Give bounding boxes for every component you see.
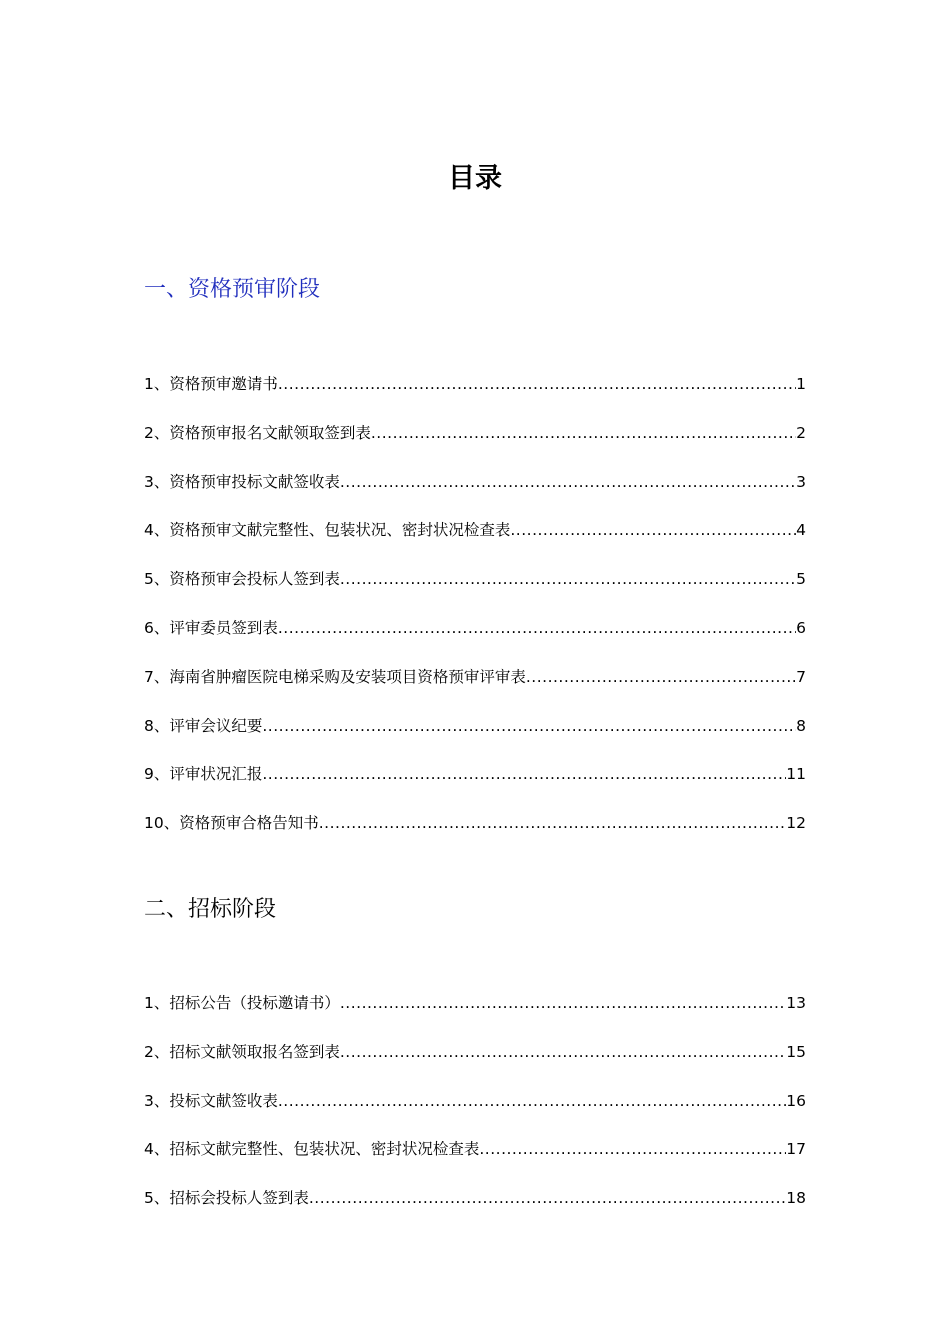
- section-heading-prequalification: 一、资格预审阶段: [144, 277, 321, 302]
- toc-entry-label: 1、资格预审邀请书: [144, 375, 278, 393]
- toc-entry[interactable]: [144, 763, 806, 812]
- toc-entry[interactable]: [144, 519, 806, 568]
- toc-page-number: 17: [786, 1140, 806, 1159]
- toc-entry-label: 4、资格预审文献完整性、包装状况、密封状况检查表: [144, 521, 511, 540]
- toc-page-number: 12: [786, 814, 806, 833]
- toc-page-number: 8: [796, 716, 806, 735]
- toc-entry[interactable]: [144, 812, 806, 861]
- toc-entry[interactable]: [144, 568, 806, 617]
- toc-page-number: 11: [786, 765, 806, 784]
- toc-entry[interactable]: [144, 471, 806, 520]
- toc-entry[interactable]: [144, 1090, 806, 1139]
- toc-leader-dots: [262, 763, 786, 785]
- toc-leader-dots: [262, 715, 796, 737]
- toc-list-tendering: [144, 992, 806, 1236]
- toc-leader-dots: [278, 373, 796, 395]
- toc-page-number: 6: [796, 618, 806, 637]
- toc-leader-dots: [319, 812, 787, 834]
- toc-entry[interactable]: [144, 715, 806, 764]
- toc-leader-dots: [371, 422, 796, 444]
- toc-page-number: 2: [796, 423, 806, 442]
- toc-entry[interactable]: [144, 422, 806, 471]
- toc-entry-label: 10、资格预审合格告知书: [144, 814, 319, 833]
- toc-entry[interactable]: [144, 373, 806, 422]
- toc-entry-label: 3、投标文献签收表: [144, 1091, 278, 1110]
- toc-leader-dots: [278, 1090, 786, 1112]
- toc-leader-dots: [340, 568, 796, 590]
- toc-entry[interactable]: [144, 1187, 806, 1236]
- toc-entry-label: 5、资格预审会投标人签到表: [144, 570, 340, 589]
- section-heading-tendering: 二、招标阶段: [144, 897, 277, 922]
- toc-leader-dots: [340, 471, 796, 493]
- toc-entry-label: 3、资格预审投标文献签收表: [144, 472, 340, 491]
- toc-entry-label: 7、海南省肿瘤医院电梯采购及安装项目资格预审评审表: [144, 667, 526, 686]
- toc-leader-dots: [479, 1138, 786, 1160]
- toc-entry[interactable]: [144, 992, 806, 1041]
- toc-list-prequalification: [144, 373, 806, 861]
- toc-entry-label: 6、评审委员签到表: [144, 618, 278, 637]
- toc-entry[interactable]: [144, 666, 806, 715]
- toc-leader-dots: [526, 666, 796, 688]
- toc-page-number: 16: [786, 1091, 806, 1110]
- toc-entry-label: 9、评审状况汇报: [144, 765, 263, 784]
- toc-page-number: 7: [796, 667, 806, 686]
- toc-entry[interactable]: [144, 617, 806, 666]
- toc-entry-label: 4、招标文献完整性、包装状况、密封状况检查表: [144, 1140, 480, 1159]
- toc-page-number: 18: [786, 1189, 806, 1208]
- toc-entry-label: 5、招标会投标人签到表: [144, 1189, 309, 1208]
- toc-entry-label: 2、招标文献领取报名签到表: [144, 1042, 340, 1061]
- toc-page-number: 1: [796, 375, 806, 393]
- toc-entry[interactable]: [144, 1041, 806, 1090]
- toc-entry-label: 8、评审会议纪要: [144, 716, 263, 735]
- toc-leader-dots: [309, 1187, 786, 1209]
- toc-title: 目录: [448, 163, 502, 194]
- toc-leader-dots: [278, 617, 796, 639]
- toc-page-number: 4: [796, 521, 806, 540]
- toc-entry[interactable]: [144, 1138, 806, 1187]
- toc-entry-label: 1、招标公告（投标邀请书）: [144, 994, 340, 1012]
- toc-page-number: 15: [786, 1042, 806, 1061]
- toc-leader-dots: [510, 519, 796, 541]
- toc-leader-dots: [340, 992, 786, 1014]
- toc-leader-dots: [340, 1041, 786, 1063]
- toc-page-number: 3: [796, 472, 806, 491]
- toc-page-number: 13: [786, 994, 806, 1012]
- toc-page-number: 5: [796, 570, 806, 589]
- toc-entry-label: 2、资格预审报名文献领取签到表: [144, 423, 371, 442]
